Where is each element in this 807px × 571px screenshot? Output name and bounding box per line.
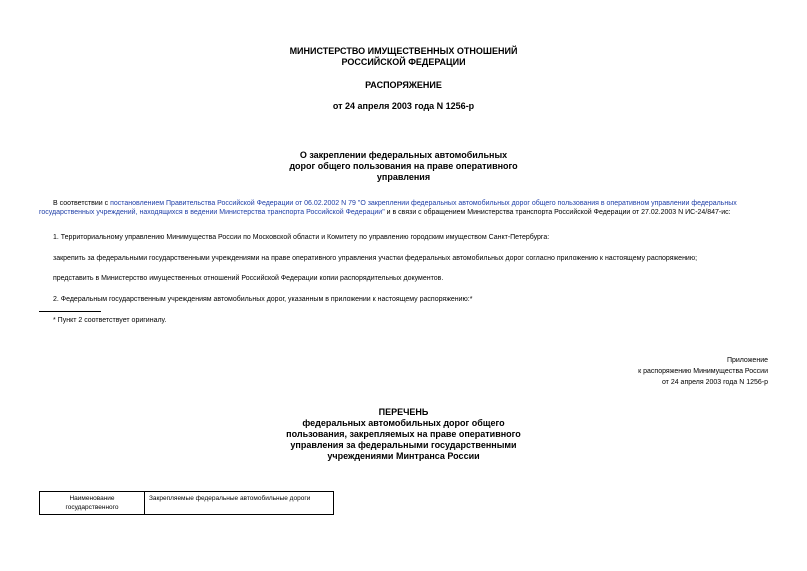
list-title-line-1: ПЕРЕЧЕНЬ — [378, 407, 429, 417]
ministry-line-2: РОССИЙСКОЙ ФЕДЕРАЦИИ — [341, 57, 466, 67]
government-decree-link-cont[interactable]: государственных учреждений, находящихся в ведении Министерства транспорта Российской Федерации" — [39, 209, 385, 216]
government-decree-link[interactable]: постановлением Правительства Российской Федерации от 06.02.2002 N 79 "О закреплении федеральных автомобильных дорог общего пользования в оперативном управлении федеральных — [110, 200, 737, 207]
doc-date-number: от 24 апреля 2003 года N 1256-р — [332, 101, 475, 111]
appendix-line-3: от 24 апреля 2003 года N 1256-р — [661, 379, 768, 386]
footnote-divider — [39, 311, 101, 312]
list-title — [0, 407, 807, 462]
list-title-line-5: учреждениями Минтранса России — [327, 451, 480, 461]
paragraph-1: 1. Территориальному управлению Минимущества России по Московской области и Комитету по управлению городским имуществом Санкт-Петербурга: — [53, 234, 550, 241]
column-header-name-line-1: Наименование — [69, 495, 115, 502]
footnote: * Пункт 2 соответствует оригиналу. — [53, 317, 167, 324]
column-header-name — [40, 492, 145, 515]
paragraph-4: 2. Федеральным государственным учреждениям автомобильных дорог, указанным в приложении к настоящему распоряжению:* — [53, 296, 473, 303]
subject-line-1: О закреплении федеральных автомобильных — [299, 150, 508, 160]
ministry-heading — [0, 46, 807, 68]
paragraph-2: закрепить за федеральными государственными учреждениями на праве оперативного управления участки федеральных автомобильных дорог согласно приложению к настоящему распоряжению; — [53, 255, 698, 262]
intro-prefix: В соответствии с — [53, 200, 111, 207]
list-title-line-2: федеральных автомобильных дорог общего — [302, 418, 505, 428]
doc-subject — [0, 150, 807, 183]
subject-line-2: дорог общего пользования на праве оперативного — [289, 161, 518, 171]
appendix-line-2: к распоряжению Минимущества России — [638, 368, 768, 375]
doc-type: РАСПОРЯЖЕНИЕ — [365, 80, 442, 90]
table-header-row — [40, 492, 334, 515]
appendix-line-1: Приложение — [726, 357, 768, 364]
list-title-line-4: управления за федеральными государственными — [290, 440, 517, 450]
intro-paragraph — [39, 199, 779, 217]
appendix-reference — [638, 355, 768, 388]
list-title-line-3: пользования, закрепляемых на праве оперативного — [286, 429, 521, 439]
roads-table — [39, 491, 334, 515]
paragraph-3: представить в Министерство имущественных отношений Российской Федерации копии распорядительных документов. — [53, 275, 444, 282]
column-header-roads: Закрепляемые федеральные автомобильные дороги — [145, 492, 334, 515]
intro-suffix: и в связи с обращением Министерства транспорта Российской Федерации от 27.02.2003 N ИС-24/847-ис: — [384, 209, 731, 216]
ministry-line-1: МИНИСТЕРСТВО ИМУЩЕСТВЕННЫХ ОТНОШЕНИЙ — [289, 46, 518, 56]
column-header-name-line-2: государственного — [65, 504, 119, 511]
subject-line-3: управления — [376, 172, 431, 182]
